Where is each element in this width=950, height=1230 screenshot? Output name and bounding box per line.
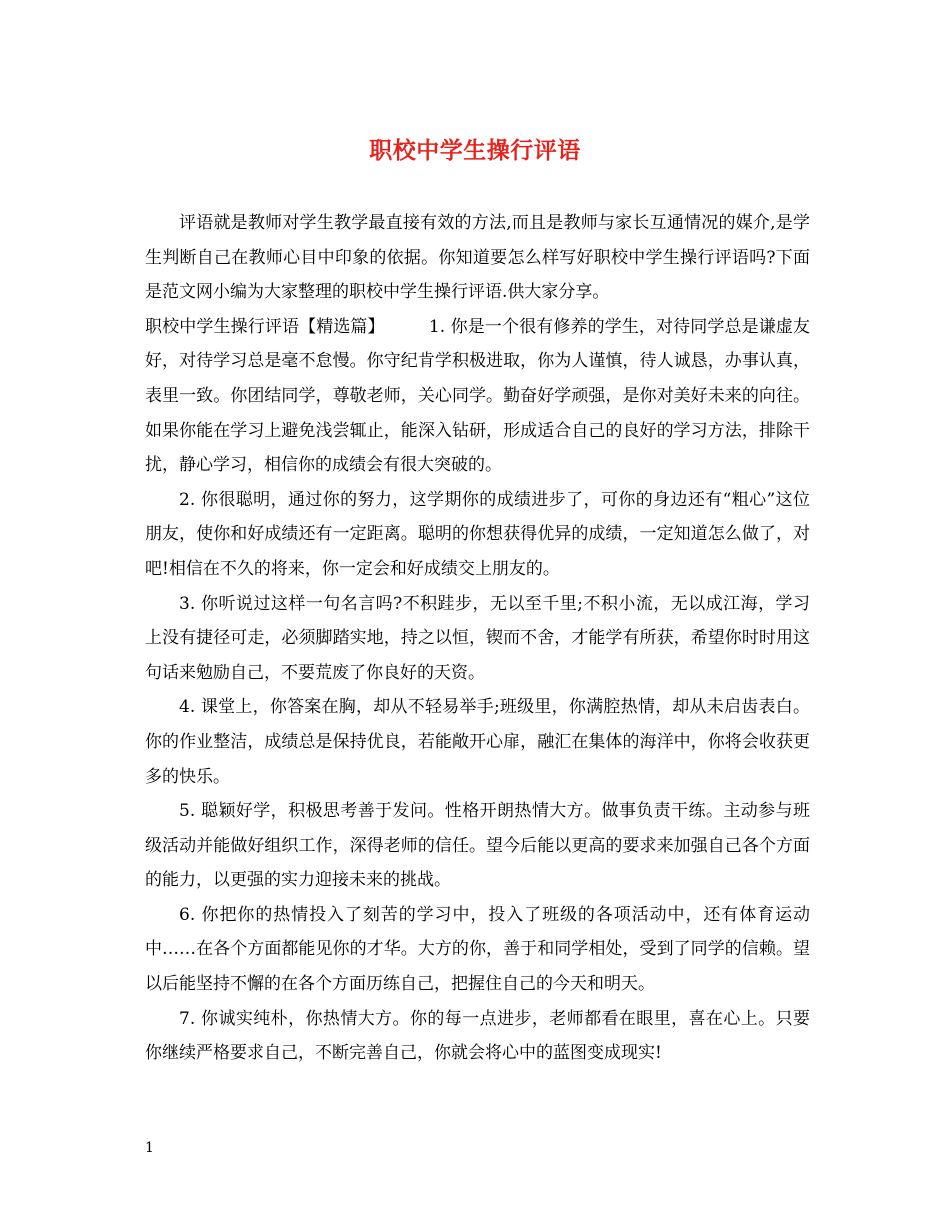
first-comment-paragraph (145, 310, 810, 483)
document-body (145, 206, 810, 1071)
comment-item-6: 6. 你把你的热情投入了刻苦的学习中，投入了班级的各项活动中，还有体育运动中……在各个方面都能见你的才华。大方的你，善于和同学相处，受到了同学的信赖。望以后能坚持不懈的在各个方面历练自己，把握住自己的今天和明天。 (145, 904, 810, 995)
comment-item-7: 7. 你诚实纯朴，你热情大方。你的每一点进步，老师都看在眼里，喜在心上。只要你继续严格要求自己，不断完善自己，你就会将心中的蓝图变成现实! (145, 1008, 810, 1064)
comment-item-4: 4. 课堂上，你答案在胸，却从不轻易举手;班级里，你满腔热情，却从未启齿表白。你的作业整洁，成绩总是保持优良，若能敞开心扉，融汇在集体的海洋中，你将会收获更多的快乐。 (145, 697, 810, 787)
comment-item-3: 3. 你听说过这样一句名言吗?不积跬步，无以至千里;不积小流，无以成江海，学习上没有捷径可走，必须脚踏实地，持之以恒，锲而不舍，才能学有所获，希望你时时用这句话来勉励自己，不要荒废了你良好的天资。 (145, 593, 810, 683)
intro-paragraph: 评语就是教师对学生教学最直接有效的方法,而且是教师与家长互通情况的媒介,是学生判断自己在教师心目中印象的依据。你知道要怎么样写好职校中学生操行评语吗?下面是范文网小编为大家整理的职校中学生操行评语.供大家分享。 (145, 213, 810, 303)
comment-item-2: 2. 你很聪明，通过你的努力，这学期你的成绩进步了，可你的身边还有“粗心”这位朋友，使你和好成绩还有一定距离。聪明的你想获得优异的成绩，一定知道怎么做了，对吧!相信在不久的将来，你一定会和好成绩交上朋友的。 (145, 489, 810, 579)
page-number: 1 (145, 1140, 154, 1156)
document-title: 职校中学生操行评语 (369, 137, 581, 164)
comment-item-1: 1. 你是一个很有修养的学生，对待同学总是谦虚友好，对待学习总是毫不怠慢。你守纪肯学积极进取，你为人谨慎，待人诚恳，办事认真，表里一致。你团结同学，尊敬老师，关心同学。勤奋好学顽强，是你对美好未来的向往。如果你能在学习上避免浅尝辄止，能深入钻研，形成适合自己的良好的学习方法，排除干扰，静心学习，相信你的成绩会有很大突破的。 (145, 316, 811, 476)
comment-item-5: 5. 聪颖好学，积极思考善于发问。性格开朗热情大方。做事负责干练。主动参与班级活动并能做好组织工作，深得老师的信任。望今后能以更高的要求来加强自己各个方面的能力，以更强的实力迎接未来的挑战。 (145, 801, 810, 891)
section-subheading: 职校中学生操行评语【精选篇】 (145, 316, 385, 337)
